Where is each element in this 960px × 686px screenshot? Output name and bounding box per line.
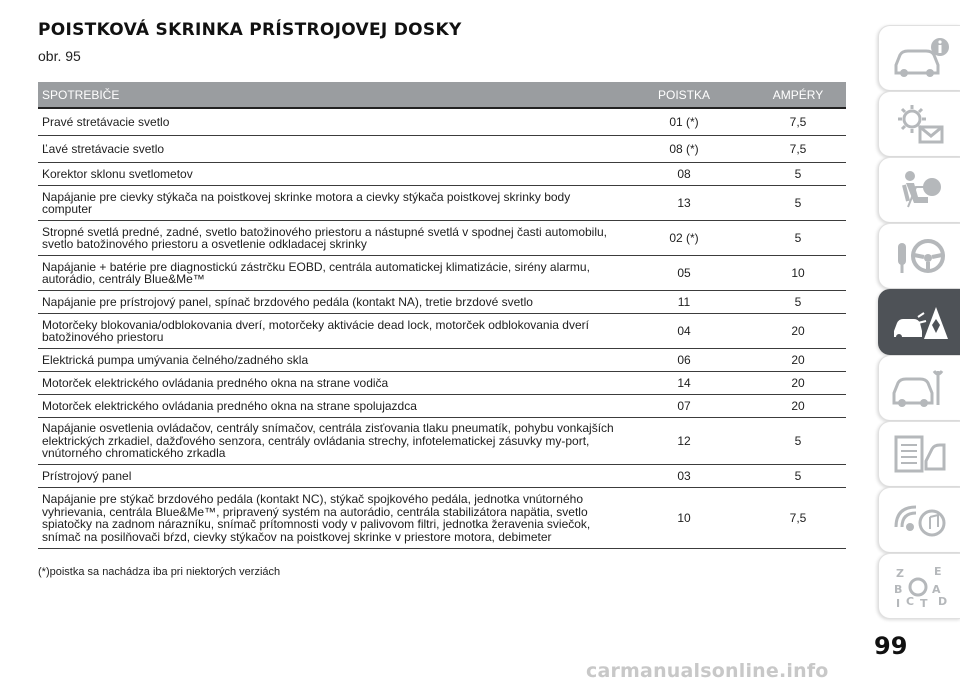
ampere-cell: 5: [794, 230, 802, 245]
ampere-cell: 7,5: [789, 114, 807, 129]
ampere-cell: 20: [791, 352, 805, 367]
tab-dashboard-lights[interactable]: [878, 91, 960, 157]
fuse-cell: 12: [677, 433, 691, 448]
table-row: [38, 109, 846, 135]
consumer-cell: Napájanie pre stýkač brzdového pedála (kontakt NC), stýkač spojkového pedála, jednotka vnútorného vyhrievania, centrála Blue&Me™, pripravený systém na autorádio, centrála stabilizátora napätia, svetlo spiatočky na zadnom nárazníku, snímač prítomnosti vody v palivovom filtri, jednotka žeravenia sviečok, snímač na posilňovači bŕzd, cievky stýkačov na poistkovej skrinke v priestore motora, debimeter: [42, 492, 591, 544]
ampere-cell: 20: [791, 398, 805, 413]
tab-car-info[interactable]: [878, 25, 960, 91]
ampere-cell: 5: [794, 195, 802, 210]
tab-multimedia[interactable]: [878, 487, 960, 553]
index-letter: E: [934, 565, 942, 578]
column-header-amperes: AMPÉRY: [772, 87, 824, 102]
consumer-cell: Prístrojový panel: [42, 468, 132, 483]
fuse-cell: 01 (*): [669, 114, 699, 129]
tab-specs[interactable]: [878, 421, 960, 487]
key-steering-icon: [888, 233, 952, 279]
fuse-cell: 03: [677, 468, 691, 483]
tab-index[interactable]: [878, 553, 960, 619]
consumer-cell: Napájanie + batérie pre diagnostickú zástrčku EOBD, centrála automatickej klimatizácie, sirény alarmu, autorádio, centrály Blue&Me™: [42, 259, 590, 286]
page-title: POISTKOVÁ SKRINKA PRÍSTROJOVEJ DOSKY: [38, 20, 462, 40]
fuse-cell: 04: [677, 323, 691, 338]
index-letter: D: [938, 595, 948, 608]
table-header: [38, 82, 846, 107]
table-row: [38, 162, 846, 185]
consumer-cell: Korektor sklonu svetlometov: [42, 166, 193, 181]
index-letter: Z: [896, 567, 904, 580]
index-letter: C: [906, 595, 915, 608]
table-row: [38, 290, 846, 313]
figure-reference: obr. 95: [38, 48, 81, 64]
ampere-cell: 5: [794, 294, 802, 309]
watermark: carmanualsonline.info: [586, 660, 829, 682]
airbag-seat-icon: [888, 167, 952, 213]
ampere-cell: 7,5: [789, 510, 807, 525]
table-row: [38, 417, 846, 464]
column-header-consumers: SPOTREBIČE: [42, 87, 120, 102]
emergency-car-icon: [888, 299, 952, 345]
consumer-cell: Pravé stretávacie svetlo: [42, 114, 170, 129]
tab-key-steering[interactable]: [878, 223, 960, 289]
table-row: [38, 185, 846, 220]
index-letter: T: [920, 597, 928, 609]
consumer-cell: Stropné svetlá predné, zadné, svetlo batožinového priestoru a nástupné svetlá v spodnej časti automobilu, svetlo batožinového priestoru a osvetlenie odkladacej skrinky: [42, 224, 608, 251]
car-service-icon: [888, 365, 952, 411]
table-body: [38, 107, 846, 549]
ampere-cell: 5: [794, 166, 802, 181]
consumer-cell: Napájanie pre cievky stýkača na poistkovej skrinke motora a cievky stýkača poistkovej skrinky body computer: [42, 189, 571, 216]
consumer-cell: Elektrická pumpa umývania čelného/zadného skla: [42, 352, 309, 367]
page-number: 99: [874, 632, 908, 660]
ampere-cell: 7,5: [789, 141, 807, 156]
index-letter: B: [894, 583, 903, 596]
fuse-cell: 07: [677, 398, 691, 413]
tab-emergency[interactable]: [878, 289, 960, 355]
table-row: [38, 220, 846, 255]
table-row: [38, 394, 846, 417]
chapter-sidebar: [868, 25, 960, 620]
fuse-cell: 11: [677, 294, 691, 309]
dashboard-lights-icon: [888, 101, 952, 147]
fuse-cell: 14: [677, 375, 691, 390]
consumer-cell: Motorček elektrického ovládania predného okna na strane vodiča: [42, 375, 389, 390]
ampere-cell: 5: [794, 433, 802, 448]
consumer-cell: Napájanie pre prístrojový panel, spínač brzdového pedála (kontakt NA), tretie brzdové svetlo: [42, 294, 533, 309]
ampere-cell: 5: [794, 468, 802, 483]
consumer-cell: Ľavé stretávacie svetlo: [42, 141, 165, 156]
index-letter: I: [896, 597, 901, 609]
ampere-cell: 20: [791, 323, 805, 338]
table-row: [38, 313, 846, 348]
ampere-cell: 20: [791, 375, 805, 390]
table-row: [38, 371, 846, 394]
tab-car-service[interactable]: [878, 355, 960, 421]
alphabet-index-icon: [888, 563, 952, 609]
fuse-cell: 10: [677, 510, 691, 525]
fuse-cell: 05: [677, 265, 691, 280]
fuse-cell: 13: [677, 195, 691, 210]
footnote: (*)poistka sa nachádza iba pri niektorých verziách: [38, 566, 281, 578]
multimedia-icon: [888, 497, 952, 543]
consumer-cell: Napájanie osvetlenia ovládačov, centrály snímačov, centrála zisťovania tlaku pneumatík, pohybu vonkajších elektrických zrkadiel, dažďového senzora, centrály ovládania strechy, infotelematickej zásuvky my-port, vnútorného chromatického zrkadla: [42, 421, 614, 461]
column-header-fuse: POISTKA: [657, 87, 710, 102]
index-letter: A: [932, 583, 941, 596]
consumer-cell: Motorček elektrického ovládania predného okna na strane spolujazdca: [42, 398, 417, 413]
ampere-cell: 10: [791, 265, 805, 280]
fuse-cell: 08: [677, 166, 691, 181]
table-row: [38, 255, 846, 290]
fuse-table: [38, 82, 846, 549]
fuse-cell: 02 (*): [669, 230, 699, 245]
table-row: [38, 135, 846, 162]
car-info-icon: [888, 35, 952, 81]
consumer-cell: Motorčeky blokovania/odblokovania dverí, motorčeky aktivácie dead lock, motorček odblokovania dverí batožinového priestoru: [42, 317, 589, 344]
fuse-cell: 08 (*): [669, 141, 699, 156]
table-row: [38, 487, 846, 549]
tab-airbag[interactable]: [878, 157, 960, 223]
table-row: [38, 464, 846, 487]
table-row: [38, 348, 846, 371]
specs-list-icon: [888, 431, 952, 477]
fuse-cell: 06: [677, 352, 691, 367]
